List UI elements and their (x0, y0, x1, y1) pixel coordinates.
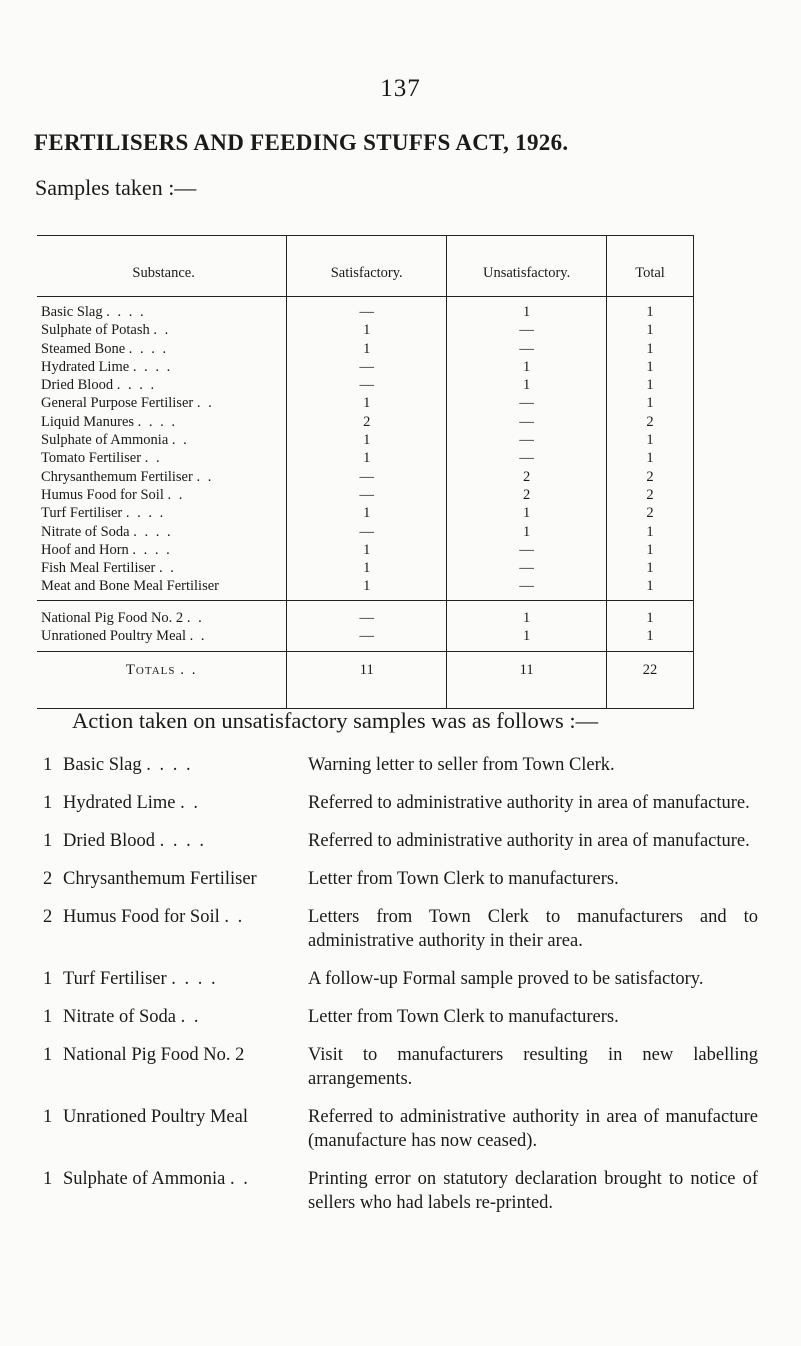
satisfactory-cell: — (287, 376, 447, 394)
table-row (37, 541, 694, 559)
action-item: 2 Chrysanthemum Fertiliser (43, 869, 257, 889)
totals-label: Totals . . (37, 652, 287, 709)
total-cell: 1 (607, 559, 694, 577)
header-unsatisfactory: Unsatisfactory. (447, 236, 607, 297)
unsatisfactory-cell: — (447, 577, 607, 600)
action-heading: Action taken on unsatisfactory samples was as follows :— (72, 708, 599, 733)
unsatisfactory-cell: 1 (447, 600, 607, 627)
action-description: Printing error on statutory declaration brought to notice of sellers who had labels re-printed. (308, 1169, 758, 1213)
action-item: 2 Humus Food for Soil . . (43, 907, 245, 927)
table-row (37, 468, 694, 486)
total-cell: 2 (607, 504, 694, 522)
action-description: Referred to administrative authority in area of manufacture. (308, 793, 750, 813)
substance-cell: Chrysanthemum Fertiliser . . (41, 468, 214, 485)
substance-cell: Steamed Bone . . . . (41, 340, 169, 357)
substance-cell: Nitrate of Soda . . . . (41, 523, 173, 540)
action-description: Letters from Town Clerk to manufacturers and to administrative authority in their area. (308, 907, 758, 951)
total-cell: 1 (607, 321, 694, 339)
total-cell: 1 (607, 577, 694, 600)
unsatisfactory-cell: 1 (447, 297, 607, 322)
satisfactory-cell: 1 (287, 559, 447, 577)
table-row (37, 376, 694, 394)
table-row (37, 394, 694, 412)
total-cell: 1 (607, 431, 694, 449)
satisfactory-cell: 1 (287, 449, 447, 467)
action-description: Referred to administrative authority in area of manufacture. (308, 831, 750, 851)
unsatisfactory-cell: 1 (447, 627, 607, 652)
table-row (37, 486, 694, 504)
table-row (37, 321, 694, 339)
list-item (43, 1167, 758, 1215)
substance-cell: National Pig Food No. 2 . . (37, 600, 287, 627)
list-item (43, 753, 758, 777)
satisfactory-cell: 1 (287, 431, 447, 449)
total-cell: 1 (607, 340, 694, 358)
page-number: 137 (380, 75, 421, 102)
substance-cell: Hoof and Horn . . . . (41, 541, 172, 558)
unsatisfactory-cell: 2 (447, 486, 607, 504)
unsatisfactory-cell: — (447, 541, 607, 559)
action-description: A follow-up Formal sample proved to be satisfactory. (308, 969, 704, 989)
action-item: 1 Hydrated Lime . . (43, 793, 200, 813)
action-description: Visit to manufacturers resulting in new labelling arrangements. (308, 1045, 758, 1089)
totals-satisfactory: 11 (287, 652, 447, 709)
action-item: 1 National Pig Food No. 2 (43, 1045, 245, 1065)
total-cell: 2 (607, 413, 694, 431)
total-cell: 1 (607, 627, 694, 652)
list-item (43, 1105, 758, 1153)
table-row (37, 413, 694, 431)
list-item (43, 791, 758, 815)
list-item (43, 1043, 758, 1091)
header-substance: Substance. (37, 236, 287, 297)
satisfactory-cell: 1 (287, 504, 447, 522)
action-item: 1 Basic Slag . . . . (43, 755, 193, 775)
action-item: 1 Dried Blood . . . . (43, 831, 206, 851)
satisfactory-cell: — (287, 358, 447, 376)
substance-cell: Liquid Manures . . . . (41, 413, 178, 430)
list-item (43, 829, 758, 853)
unsatisfactory-cell: — (447, 449, 607, 467)
satisfactory-cell: 2 (287, 413, 447, 431)
unsatisfactory-cell: — (447, 413, 607, 431)
actions-list (43, 753, 758, 1229)
unsatisfactory-cell: 2 (447, 468, 607, 486)
substance-cell: Meat and Bone Meal Fertiliser (41, 578, 219, 595)
satisfactory-cell: 1 (287, 541, 447, 559)
satisfactory-cell: 1 (287, 577, 447, 600)
table-row (37, 559, 694, 577)
total-cell: 1 (607, 394, 694, 412)
total-cell: 1 (607, 541, 694, 559)
action-item: 1 Sulphate of Ammonia . . (43, 1169, 250, 1189)
table-row (37, 627, 694, 652)
satisfactory-cell: 1 (287, 321, 447, 339)
satisfactory-cell: 1 (287, 394, 447, 412)
unsatisfactory-cell: — (447, 559, 607, 577)
table-row (37, 600, 694, 627)
table-row (37, 431, 694, 449)
substance-cell: Humus Food for Soil . . (41, 486, 185, 503)
list-item (43, 867, 758, 891)
action-description: Letter from Town Clerk to manufacturers. (308, 869, 619, 889)
total-cell: 2 (607, 486, 694, 504)
satisfactory-cell: — (287, 627, 447, 652)
unsatisfactory-cell: 1 (447, 504, 607, 522)
action-description: Letter from Town Clerk to manufacturers. (308, 1007, 619, 1027)
totals-row (37, 652, 694, 709)
substance-cell: Tomato Fertiliser . . (41, 450, 162, 467)
substance-cell: Turf Fertiliser . . . . (41, 505, 166, 522)
list-item (43, 1005, 758, 1029)
action-description: Warning letter to seller from Town Clerk. (308, 755, 615, 775)
table-row (37, 340, 694, 358)
total-cell: 1 (607, 376, 694, 394)
list-item (43, 905, 758, 953)
action-item: 1 Turf Fertiliser . . . . (43, 969, 218, 989)
substance-cell: Sulphate of Potash . . (41, 322, 171, 339)
total-cell: 1 (607, 523, 694, 541)
total-cell: 1 (607, 358, 694, 376)
satisfactory-cell: — (287, 468, 447, 486)
substance-cell: Basic Slag . . . . (41, 304, 146, 320)
action-item: 1 Unrationed Poultry Meal (43, 1107, 248, 1127)
satisfactory-cell: — (287, 600, 447, 627)
satisfactory-cell: — (287, 486, 447, 504)
substance-cell: General Purpose Fertiliser . . (41, 395, 214, 412)
satisfactory-cell: 1 (287, 340, 447, 358)
header-satisfactory: Satisfactory. (287, 236, 447, 297)
table-row (37, 504, 694, 522)
substance-cell: Sulphate of Ammonia . . (41, 432, 189, 449)
unsatisfactory-cell: — (447, 394, 607, 412)
total-cell: 2 (607, 468, 694, 486)
total-cell: 1 (607, 600, 694, 627)
unsatisfactory-cell: — (447, 431, 607, 449)
header-total: Total (607, 236, 694, 297)
fertilisers-section (37, 297, 694, 601)
substance-cell: Fish Meal Fertiliser . . (41, 560, 176, 577)
action-description: Referred to administrative authority in area of manufacture (manufacture has now ceased). (308, 1107, 758, 1151)
substance-cell: Unrationed Poultry Meal . . (41, 628, 207, 645)
unsatisfactory-cell: 1 (447, 376, 607, 394)
totals-total: 22 (607, 652, 694, 709)
substance-cell: Hydrated Lime . . . . (41, 358, 173, 375)
feeding-stuffs-section (37, 600, 694, 652)
total-cell: 1 (607, 449, 694, 467)
satisfactory-cell: — (287, 297, 447, 322)
unsatisfactory-cell: — (447, 321, 607, 339)
table-row (37, 523, 694, 541)
total-cell: 1 (607, 297, 694, 322)
list-item (43, 967, 758, 991)
table-header-row (37, 236, 694, 297)
substance-cell: Dried Blood . . . . (41, 377, 157, 394)
table-row (37, 297, 694, 322)
unsatisfactory-cell: 1 (447, 523, 607, 541)
unsatisfactory-cell: 1 (447, 358, 607, 376)
action-item: 1 Nitrate of Soda . . (43, 1007, 201, 1027)
section-subheading: Samples taken :— (35, 175, 197, 200)
satisfactory-cell: — (287, 523, 447, 541)
table-row (37, 449, 694, 467)
page-title: FERTILISERS AND FEEDING STUFFS ACT, 1926. (34, 130, 569, 155)
table-row (37, 577, 694, 600)
samples-table (37, 235, 694, 709)
totals-unsatisfactory: 11 (447, 652, 607, 709)
unsatisfactory-cell: — (447, 340, 607, 358)
table-row (37, 358, 694, 376)
